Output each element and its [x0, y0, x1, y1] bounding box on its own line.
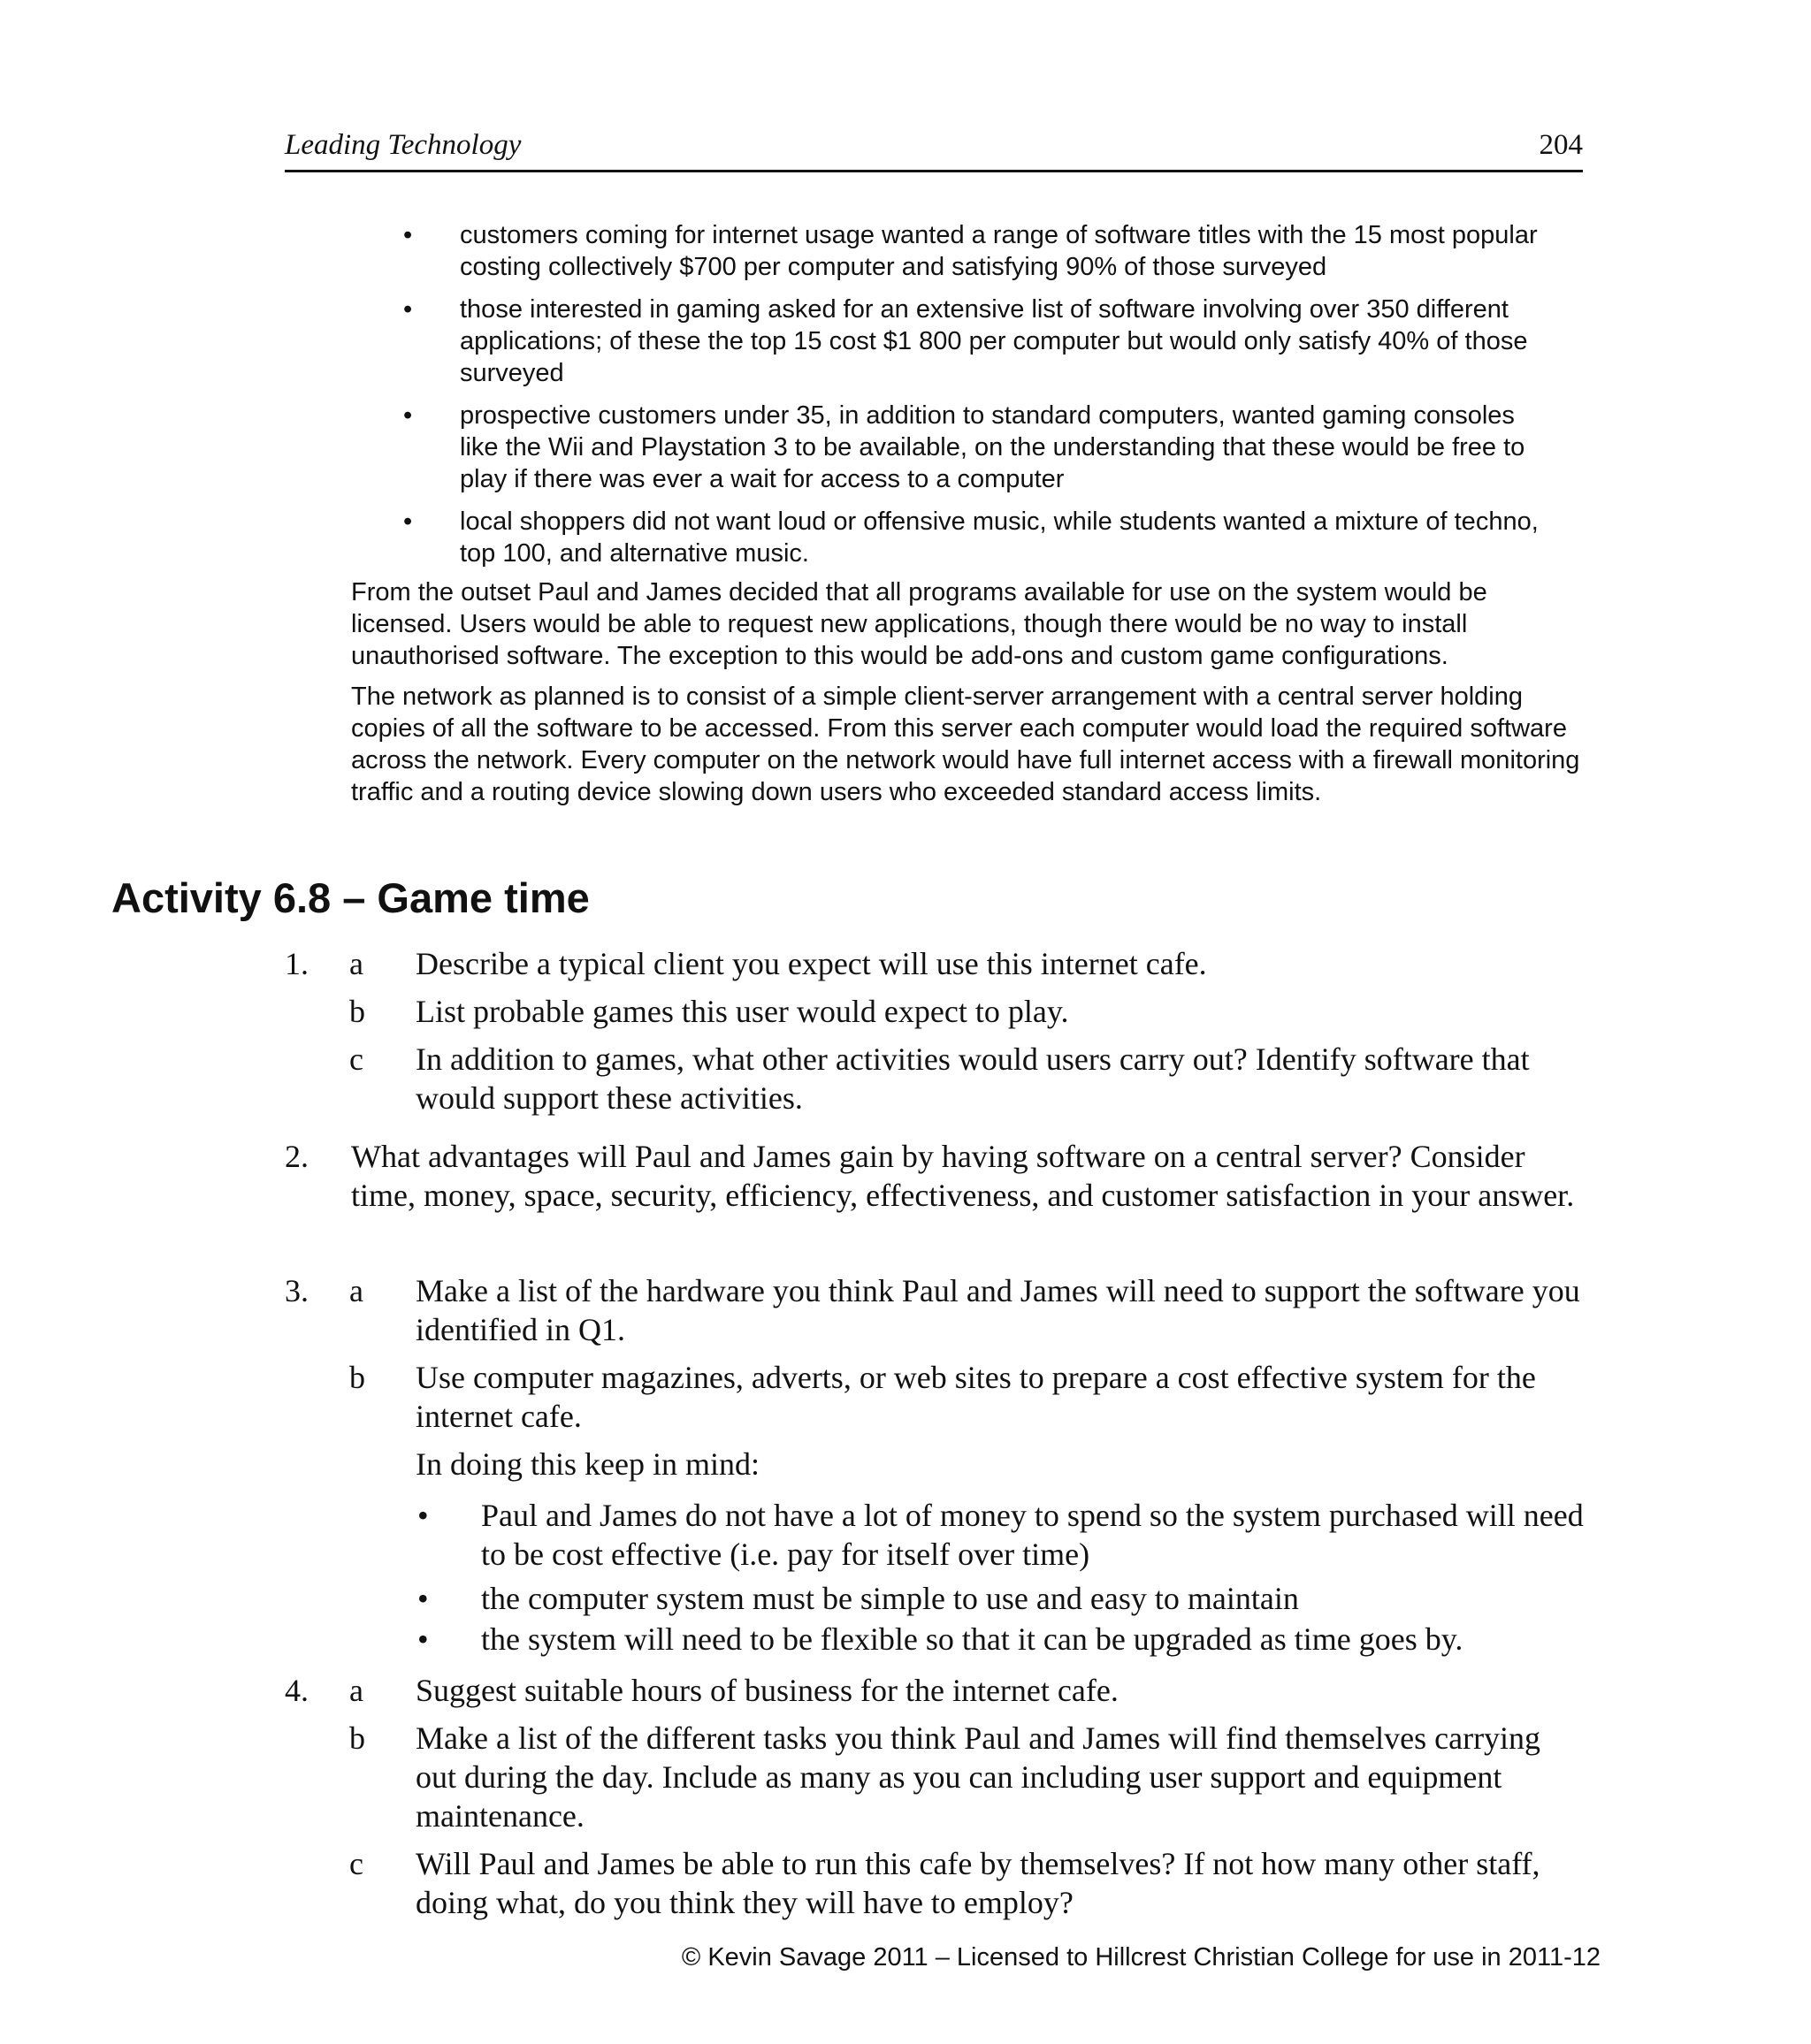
question-text: In addition to games, what other activities would users carry out? Identify software that would support these activities.: [416, 1041, 1530, 1116]
question-text: Describe a typical client you expect will use this internet cafe.: [416, 946, 1207, 981]
bullet-text: prospective customers under 35, in addition to standard computers, wanted gaming consoles like the Wii and Playstation 3 to be available, on the understanding that these would be free to play if there was ever a wait for access to a computer: [460, 401, 1525, 493]
question-text: Make a list of the different tasks you think Paul and James will find themselves carrying out during the day. Include as many as you can including user support and equipment maintenance.: [416, 1720, 1541, 1834]
question-letter: b: [349, 994, 365, 1029]
bullet-text: the system will need to be flexible so that it can be upgraded as time goes by.: [481, 1621, 1463, 1657]
bullet-text: Paul and James do not have a lot of money to spend so the system purchased will need to be cost effective (i.e. pay for itself over time): [481, 1498, 1584, 1572]
page-number: 204: [1539, 129, 1583, 161]
list-item: [0, 294, 1556, 389]
list-item: [0, 506, 1556, 569]
licensing-paragraph: From the outset Paul and James decided that all programs available for use on the system would be licensed. Users would be able to request new applications, though there would be no way to install unauthorised software. The exception to this would be add-ons and custom game configurations.: [351, 578, 1487, 670]
list-item: [0, 400, 1556, 495]
case-study-bullet-list: [0, 219, 1811, 580]
question-letter: a: [349, 1273, 363, 1308]
question-number: 3.: [285, 1273, 309, 1308]
question-note: In doing this keep in mind:: [416, 1446, 760, 1482]
question-letter: c: [349, 1846, 363, 1881]
bullet-text: customers coming for internet usage wanted a range of software titles with the 15 most popular costing collectively $700 per computer and satisfying 90% of those surveyed: [460, 221, 1538, 281]
list-item: [0, 219, 1556, 283]
question-number: 2.: [285, 1139, 309, 1174]
question-letter: b: [349, 1360, 365, 1395]
network-paragraph: The network as planned is to consist of a simple client-server arrangement with a central server holding copies of all the software to be accessed. From this server each computer would load the required software across the network. Every computer on the network would have full internet access with a firewall monitoring traffic and a routing device slowing down users who exceeded standard access limits.: [351, 683, 1580, 806]
book-title: Leading Technology: [285, 129, 522, 161]
bullet-icon: •: [417, 1581, 429, 1616]
question-text: Suggest suitable hours of business for the internet cafe.: [416, 1673, 1119, 1708]
question-number: 1.: [285, 946, 309, 981]
bullet-icon: •: [403, 295, 413, 324]
bullet-text: local shoppers did not want loud or offensive music, while students wanted a mixture of techno, top 100, and alternative music.: [460, 507, 1539, 568]
bullet-text: those interested in gaming asked for an extensive list of software involving over 350 different applications; of these the top 15 cost $1 800 per computer but would only satisfy 40% of those surveyed: [460, 295, 1528, 387]
question-letter: a: [349, 1673, 363, 1708]
running-header: [285, 129, 1583, 172]
question-letter: b: [349, 1720, 365, 1756]
bullet-icon: •: [417, 1498, 429, 1533]
question-number: 4.: [285, 1673, 309, 1708]
question-text: What advantages will Paul and James gain by having software on a central server? Consider time, money, space, security, efficiency, effectiveness, and customer satisfaction in your answer.: [351, 1139, 1575, 1213]
bullet-icon: •: [403, 401, 413, 430]
bullet-icon: •: [417, 1621, 429, 1657]
question-letter: c: [349, 1041, 363, 1077]
bullet-icon: •: [403, 221, 413, 249]
question-text: Will Paul and James be able to run this cafe by themselves? If not how many other staff, doing what, do you think they will have to employ?: [416, 1846, 1540, 1920]
activity-heading: Activity 6.8 – Game time: [111, 874, 590, 921]
bullet-text: the computer system must be simple to use and easy to maintain: [481, 1581, 1299, 1616]
question-text: Make a list of the hardware you think Paul and James will need to support the software you identified in Q1.: [416, 1273, 1580, 1347]
copyright-footer: © Kevin Savage 2011 – Licensed to Hillcrest Christian College for use in 2011-12: [681, 1943, 1601, 1972]
bullet-icon: •: [403, 507, 413, 536]
question-letter: a: [349, 946, 363, 981]
question-text: List probable games this user would expect to play.: [416, 994, 1069, 1029]
question-text: Use computer magazines, adverts, or web sites to prepare a cost effective system for the internet cafe.: [416, 1360, 1536, 1434]
